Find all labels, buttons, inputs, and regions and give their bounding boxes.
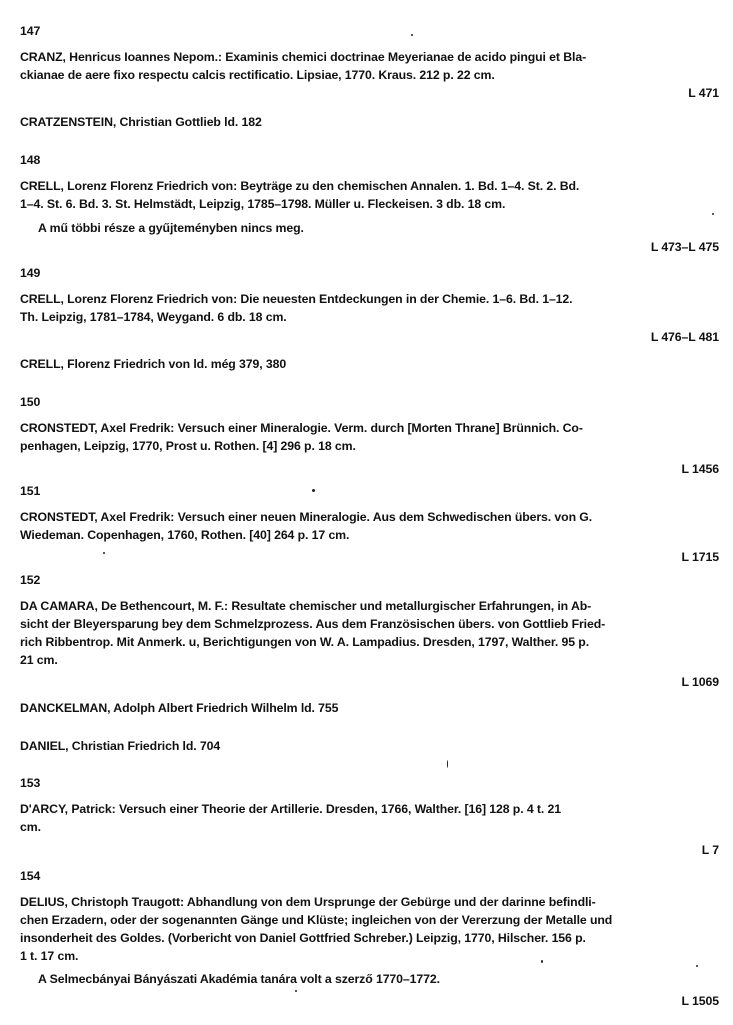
- entry-number: 152: [20, 573, 41, 587]
- entry-text-line: Wiedeman. Copenhagen, 1760, Rothen. [40] 264 p. 17 cm.: [20, 528, 350, 542]
- entry-number: 147: [20, 24, 41, 38]
- entry-text-line: CRELL, Lorenz Florenz Friedrich von: Die neuesten Entdeckungen in der Chemie. 1–6. Bd. 1–12.: [20, 292, 573, 306]
- entry-text-line: insonderheit des Goldes. (Vorbericht von Daniel Gottfried Schreber.) Leipzig, 1770, Hilscher. 156 p.: [20, 931, 586, 945]
- scan-speck: [312, 489, 315, 492]
- entry-text-line: CRANZ, Henricus Ioannes Nepom.: Examinis chemici doctrinae Meyerianae de acido pingui et Bla-: [20, 50, 587, 64]
- entry-text-line: CRONSTEDT, Axel Fredrik: Versuch einer Mineralogie. Verm. durch [Morten Thrane] Brünnich. Co-: [20, 421, 583, 435]
- shelf-location: L 473–L 475: [650, 240, 719, 254]
- entry-number: 151: [20, 484, 41, 498]
- shelf-location: L 1505: [681, 994, 719, 1008]
- entry-number: 154: [20, 869, 41, 883]
- entry-text-line: DELIUS, Christoph Traugott: Abhandlung von dem Ursprunge der Gebürge und der darinne befindli-: [20, 895, 596, 909]
- shelf-location: L 1715: [681, 550, 719, 564]
- entry-note: A Selmecbányai Bányászati Akadémia tanára volt a szerző 1770–1772.: [38, 972, 440, 986]
- shelf-location: L 471: [688, 86, 719, 100]
- scan-speck: [541, 960, 543, 963]
- entry-text-line: CRELL, Lorenz Florenz Friedrich von: Beyträge zu den chemischen Annalen. 1. Bd. 1–4. St. 2. Bd.: [20, 179, 580, 193]
- entry-text-line: CRONSTEDT, Axel Fredrik: Versuch einer neuen Mineralogie. Aus dem Schwedischen übers. von G.: [20, 510, 593, 524]
- entry-number: 150: [20, 395, 41, 409]
- entry-text-line: chen Erzadern, oder der sogenannten Gänge und Klüste; ingleichen von der Vererzung der Metalle und: [20, 913, 613, 927]
- entry-text-line: DA CAMARA, De Bethencourt, M. F.: Resultate chemischer und metallurgischer Erfahrungen, in Ab-: [20, 599, 592, 613]
- entry-text-line: 21 cm.: [20, 653, 58, 667]
- entry-number: 153: [20, 776, 41, 790]
- scan-speck: [712, 213, 714, 215]
- entry-text-line: sicht der Bleyersparung bey dem Schmelzprozess. Aus dem Französischen übers. von Gottlieb Fried-: [20, 617, 606, 631]
- entry-number: 148: [20, 153, 41, 167]
- entry-text-line: D'ARCY, Patrick: Versuch einer Theorie der Artillerie. Dresden, 1766, Walther. [16] 128 p. 4 t. 21: [20, 802, 562, 816]
- scan-speck: [295, 990, 297, 992]
- entry-text-line: 1 t. 17 cm.: [20, 949, 79, 963]
- entry-text-line: rich Ribbentrop. Mit Anmerk. u, Berichtigungen von W. A. Lampadius. Dresden, 1797, Walther. 95 p.: [20, 635, 590, 649]
- shelf-location: L 7: [701, 843, 719, 857]
- entry-text-line: 1–4. St. 6. Bd. 3. St. Helmstädt, Leipzig, 1785–1798. Müller u. Fleckeisen. 3 db. 18 cm.: [20, 197, 506, 211]
- entry-note: A mű többi része a gyűjteményben nincs meg.: [38, 221, 304, 235]
- entry-text-line: Th. Leipzig, 1781–1784, Weygand. 6 db. 18 cm.: [20, 310, 287, 324]
- shelf-location: L 1456: [681, 462, 719, 476]
- cross-reference: CRATZENSTEIN, Christian Gottlieb ld. 182: [20, 115, 262, 129]
- shelf-location: L 1069: [681, 675, 719, 689]
- scan-speck: [103, 552, 105, 554]
- scan-speck: [447, 760, 448, 768]
- scan-speck: [696, 965, 698, 967]
- cross-reference: DANIEL, Christian Friedrich ld. 704: [20, 739, 221, 753]
- cross-reference: CRELL, Florenz Friedrich von ld. még 379, 380: [20, 357, 287, 371]
- cross-reference: DANCKELMAN, Adolph Albert Friedrich Wilhelm ld. 755: [20, 701, 339, 715]
- shelf-location: L 476–L 481: [650, 330, 719, 344]
- entry-text-line: cm.: [20, 820, 41, 834]
- entry-text-line: penhagen, Leipzig, 1770, Prost u. Rothen. [4] 296 p. 18 cm.: [20, 439, 356, 453]
- entry-text-line: ckianae de aere fixo respectu calcis rectificatio. Lipsiae, 1770. Kraus. 212 p. 22 cm.: [20, 68, 495, 82]
- entry-number: 149: [20, 266, 41, 280]
- scan-speck: [411, 34, 413, 36]
